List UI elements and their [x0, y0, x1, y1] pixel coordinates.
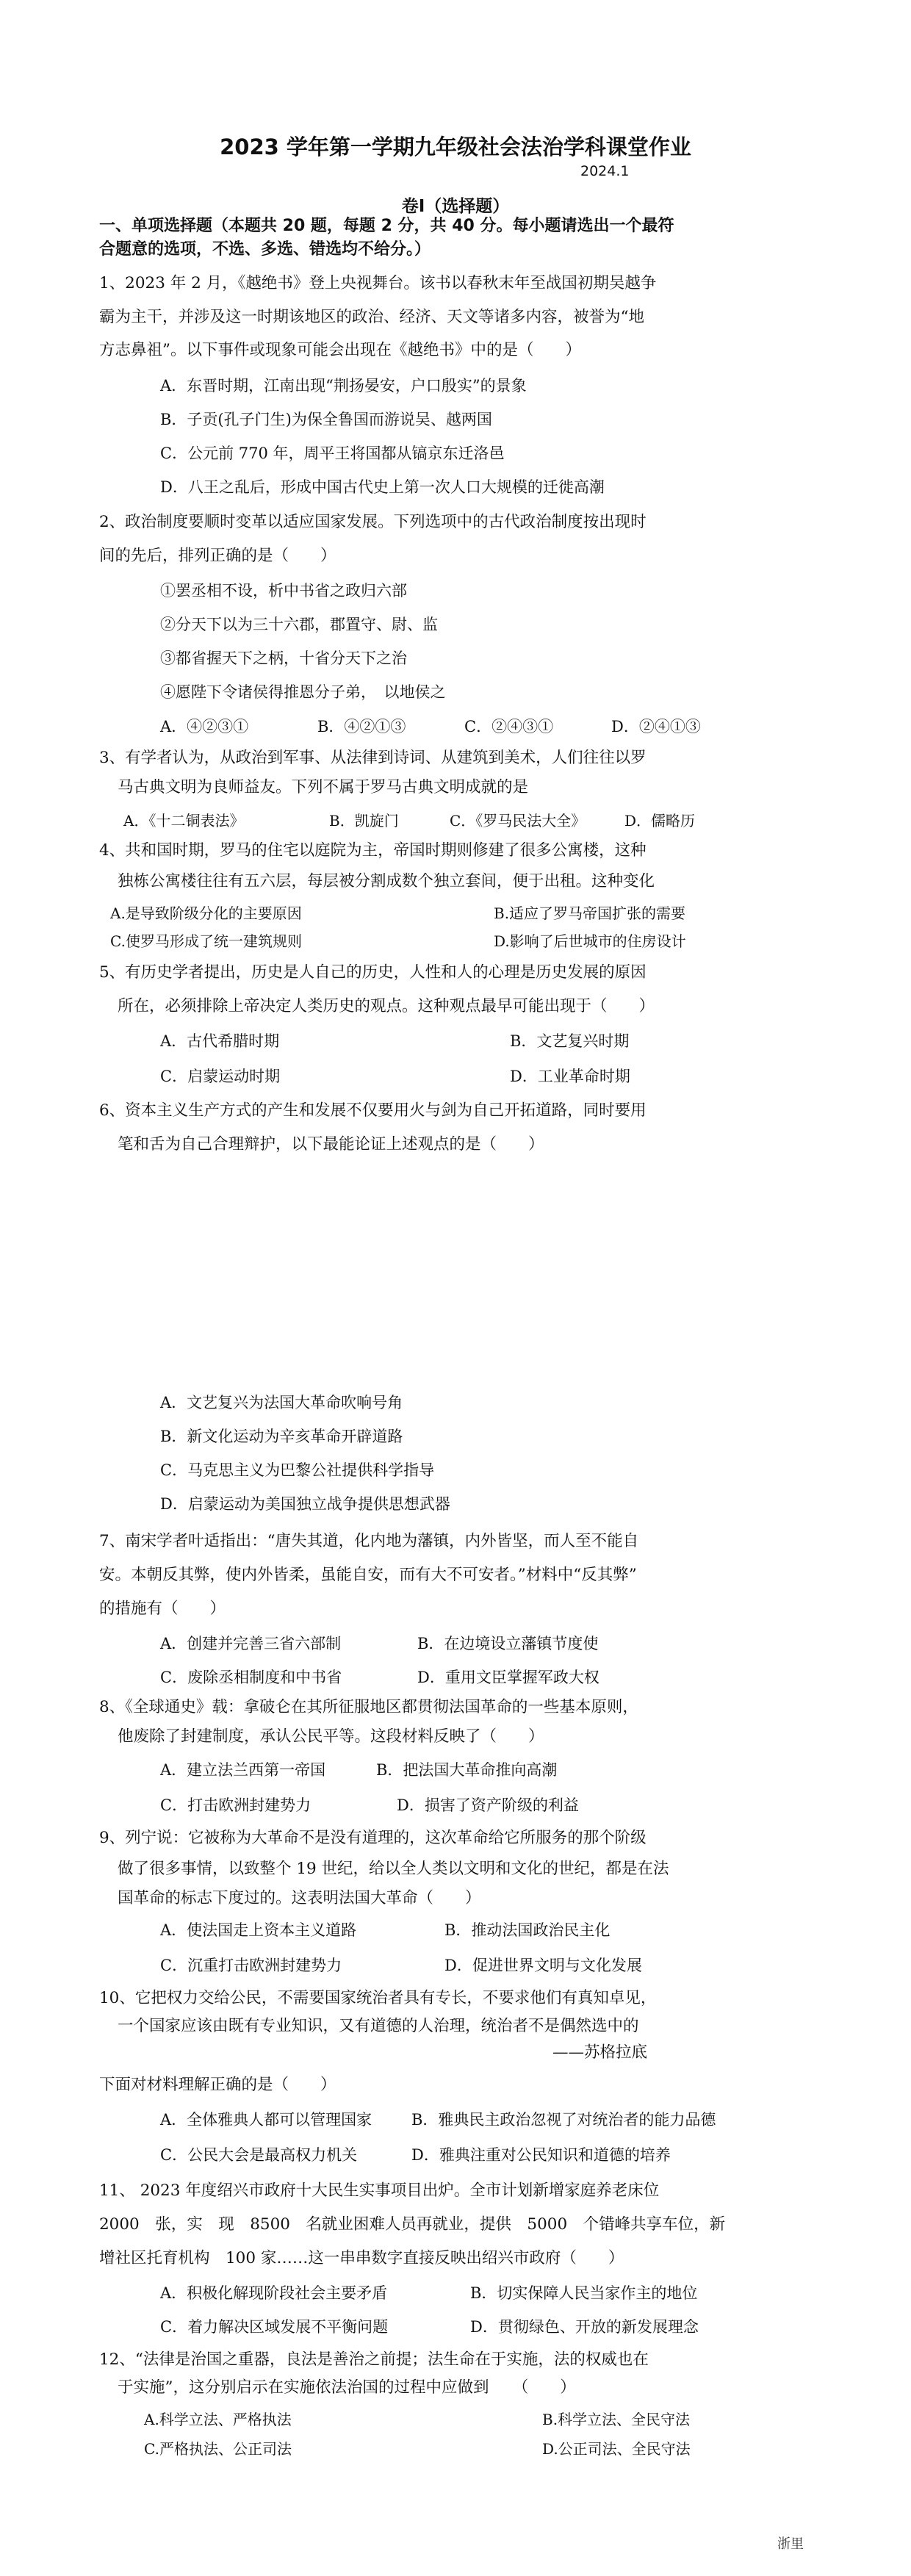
q4-option-c: C.使罗马形成了统一建筑规则	[110, 932, 302, 950]
q6-option-b: B．新文化运动为辛亥革命开辟道路	[160, 1428, 403, 1445]
q1-option-c: C．公元前 770 年，周平王将国都从镐京东迁洛邑	[160, 445, 505, 462]
q11-option-b: B．切实保障人民当家作主的地位	[470, 2284, 698, 2302]
q7-option-c: C．废除丞相制度和中书省	[160, 1669, 342, 1686]
page-title: 2023 学年第一学期九年级社会法治学科课堂作业	[220, 134, 691, 159]
q9-option-a: A．使法国走上资本主义道路	[160, 1921, 357, 1939]
q1-option-d: D．八王之乱后，形成中国古代史上第一次人口大规模的迁徙高潮	[160, 478, 605, 496]
q9-option-b: B．推动法国政治民主化	[444, 1921, 611, 1939]
q10-option-d: D．雅典注重对公民知识和道德的培养	[411, 2146, 671, 2164]
q3-option-c: C．《罗马民法大全》	[450, 812, 586, 830]
q12-option-c: C.严格执法、公正司法	[144, 2440, 292, 2458]
q5-option-a: A．古代希腊时期	[160, 1032, 280, 1050]
q8-option-b: B．把法国大革命推向高潮	[376, 1761, 558, 1779]
q2-item-2: ②分天下以为三十六郡，郡置守、尉、监	[160, 616, 438, 633]
q10-option-c: C．公民大会是最高权力机关	[160, 2146, 358, 2164]
q4-stem-2: 独栋公寓楼往往有五六层，每层被分割成数个独立套间，便于出租。这种变化	[118, 872, 655, 891]
q8-option-a: A．建立法兰西第一帝国	[160, 1761, 326, 1779]
q4-option-a: A.是导致阶级分化的主要原因	[110, 904, 302, 922]
q3-option-a: A．《十二铜表法》	[123, 812, 245, 830]
q2-item-3: ③都省握天下之柄，十省分天下之治	[160, 650, 407, 667]
q8-option-d: D．损害了资产阶级的利益	[397, 1796, 579, 1814]
q4-option-b: B.适应了罗马帝国扩张的需要	[494, 904, 686, 922]
q5-stem-2: 所在，必须排除上帝决定人类历史的观点。这种观点最早可能出现于（ ）	[118, 997, 655, 1015]
q5-option-d: D．工业革命时期	[510, 1068, 630, 1085]
instructions-line-2: 合题意的选项，不选、多选、错选均不给分。）	[99, 240, 431, 259]
q1-option-a: A．东晋时期，江南出现“荆扬晏安，户口殷实”的景象	[160, 377, 527, 395]
q3-option-d: D．儒略历	[624, 812, 696, 830]
q1-stem-3: 方志鼻祖”。以下事件或现象可能会出现在《越绝书》中的是（ ）	[99, 341, 581, 359]
q3-stem-1: 3、有学者认为，从政治到军事、从法律到诗词、从建筑到美术，人们往往以罗	[99, 749, 647, 767]
q5-stem-1: 5、有历史学者提出，历史是人自己的历史，人性和人的心理是历史发展的原因	[99, 963, 647, 982]
q11-option-a: A．积极化解现阶段社会主要矛盾	[160, 2284, 388, 2302]
q7-stem-2: 安。本朝反其弊，使内外皆柔，虽能自安，而有大不可安者。”材料中“反其弊”	[99, 1566, 637, 1584]
q9-stem-1: 9、列宁说：它被称为大革命不是没有道理的，这次革命给它所服务的那个阶级	[99, 1829, 647, 1847]
q7-option-a: A．创建并完善三省六部制	[160, 1635, 342, 1652]
instructions-line-1: 一、单项选择题（本题共 20 题，每题 2 分，共 40 分。每小题请选出一个最符	[99, 217, 674, 235]
q6-option-c: C．马克思主义为巴黎公社提供科学指导	[160, 1461, 435, 1479]
q4-option-d: D.影响了后世城市的住房设计	[494, 932, 686, 950]
q12-stem-2: 于实施”，这分别启示在实施依法治国的过程中应做到 （ ）	[118, 2378, 576, 2397]
q8-option-c: C．打击欧洲封建势力	[160, 1796, 312, 1814]
section-heading: 卷Ⅰ（选择题）	[401, 197, 510, 216]
q2-stem-1: 2、政治制度要顺时变革以适应国家发展。下列选项中的古代政治制度按出现时	[99, 513, 647, 531]
q10-stem-1: 10、它把权力交给公民，不需要国家统治者具有专长，不要求他们有真知卓见，	[99, 1989, 657, 2007]
q12-option-a: A.科学立法、严格执法	[144, 2411, 292, 2428]
q11-stem-1: 11、 2023 年度绍兴市政府十大民生实事项目出炉。全市计划新增家庭养老床位	[99, 2181, 660, 2200]
q5-option-b: B．文艺复兴时期	[510, 1032, 630, 1050]
q1-stem-1: 1、2023 年 2 月，《越绝书》登上央视舞台。该书以春秋末年至战国初期吴越争	[99, 274, 657, 292]
q2-option-a: A．④②③①	[160, 718, 249, 735]
q2-option-d: D．②④①③	[611, 718, 701, 735]
q10-option-b: B．雅典民主政治忽视了对统治者的能力品德	[411, 2111, 716, 2129]
q7-stem-3: 的措施有（ ）	[99, 1600, 226, 1618]
q3-option-b: B．凯旋门	[329, 812, 399, 830]
q9-stem-3: 国革命的标志下度过的。这表明法国大革命（ ）	[118, 1889, 481, 1907]
q7-option-d: D．重用文臣掌握军政大权	[417, 1669, 599, 1686]
q7-option-b: B．在边境设立藩镇节度使	[417, 1635, 599, 1652]
q12-option-d: D.公正司法、全民守法	[542, 2440, 691, 2458]
q11-option-c: C．着力解决区域发展不平衡问题	[160, 2318, 389, 2336]
q2-item-1: ①罢丞相不设，析中书省之政归六部	[160, 582, 407, 600]
q6-option-a: A．文艺复兴为法国大革命吹响号角	[160, 1394, 403, 1411]
q11-stem-2: 2000 张，实 现 8500 名就业困难人员再就业，提供 5000 个错峰共享车位，新	[99, 2215, 726, 2234]
q11-stem-3: 增社区托育机构 100 家……这一串串数字直接反映出绍兴市政府（ ）	[99, 2249, 624, 2267]
q9-stem-2: 做了很多事情，以致整个 19 世纪，给以全人类以文明和文化的世纪，都是在法	[118, 1860, 669, 1878]
q7-stem-1: 7、南宋学者叶适指出：“唐失其道，化内地为藩镇，内外皆坚，而人至不能自	[99, 1532, 639, 1550]
q3-stem-2: 马古典文明为良师益友。下列不属于罗马古典文明成就的是	[118, 778, 529, 796]
q2-item-4: ④愿陛下令诸侯得推恩分子弟， 以地侯之	[160, 683, 446, 701]
q6-stem-2: 笔和舌为自己合理辩护，以下最能论证上述观点的是（ ）	[118, 1135, 544, 1154]
q2-option-b: B．④②①③	[317, 718, 406, 735]
q10-source: ——苏格拉底	[552, 2043, 648, 2062]
q10-option-a: A．全体雅典人都可以管理国家	[160, 2111, 372, 2129]
q10-stem-3: 下面对材料理解正确的是（ ）	[99, 2076, 336, 2094]
q4-stem-1: 4、共和国时期，罗马的住宅以庭院为主，帝国时期则修建了很多公寓楼，这种	[99, 841, 647, 860]
q12-stem-1: 12、“法律是治国之重器，良法是善治之前提；法生命在于实施，法的权威也在	[99, 2350, 649, 2369]
q6-option-d: D．启蒙运动为美国独立战争提供思想武器	[160, 1495, 450, 1513]
q8-stem-2: 他废除了封建制度，承认公民平等。这段材料反映了（ ）	[118, 1727, 544, 1746]
q8-stem-1: 8、《全球通史》载：拿破仑在其所征服地区都贯彻法国革命的一些基本原则，	[99, 1698, 638, 1716]
q9-option-d: D．促进世界文明与文化发展	[444, 1957, 642, 1974]
q10-stem-2: 一个国家应该由既有专业知识，又有道德的人治理，统治者不是偶然选中的	[118, 2017, 639, 2035]
q5-option-c: C．启蒙运动时期	[160, 1068, 281, 1085]
q9-option-c: C．沉重打击欧洲封建势力	[160, 1957, 342, 1974]
q6-stem-1: 6、资本主义生产方式的产生和发展不仅要用火与剑为自己开拓道路，同时要用	[99, 1101, 647, 1120]
date-label: 2024.1	[580, 163, 630, 179]
q2-stem-2: 间的先后，排列正确的是（ ）	[99, 547, 336, 565]
q2-option-c: C．②④③①	[464, 718, 554, 735]
footer-mark: 浙里	[777, 2536, 804, 2552]
q1-stem-2: 霸为主干，并涉及这一时期该地区的政治、经济、天文等诸多内容，被誉为“地	[99, 308, 644, 326]
q1-option-b: B．子贡(孔子门生)为保全鲁国而游说吴、越两国	[160, 411, 492, 428]
q11-option-d: D．贯彻绿色、开放的新发展理念	[470, 2318, 699, 2336]
q12-option-b: B.科学立法、全民守法	[542, 2411, 691, 2428]
